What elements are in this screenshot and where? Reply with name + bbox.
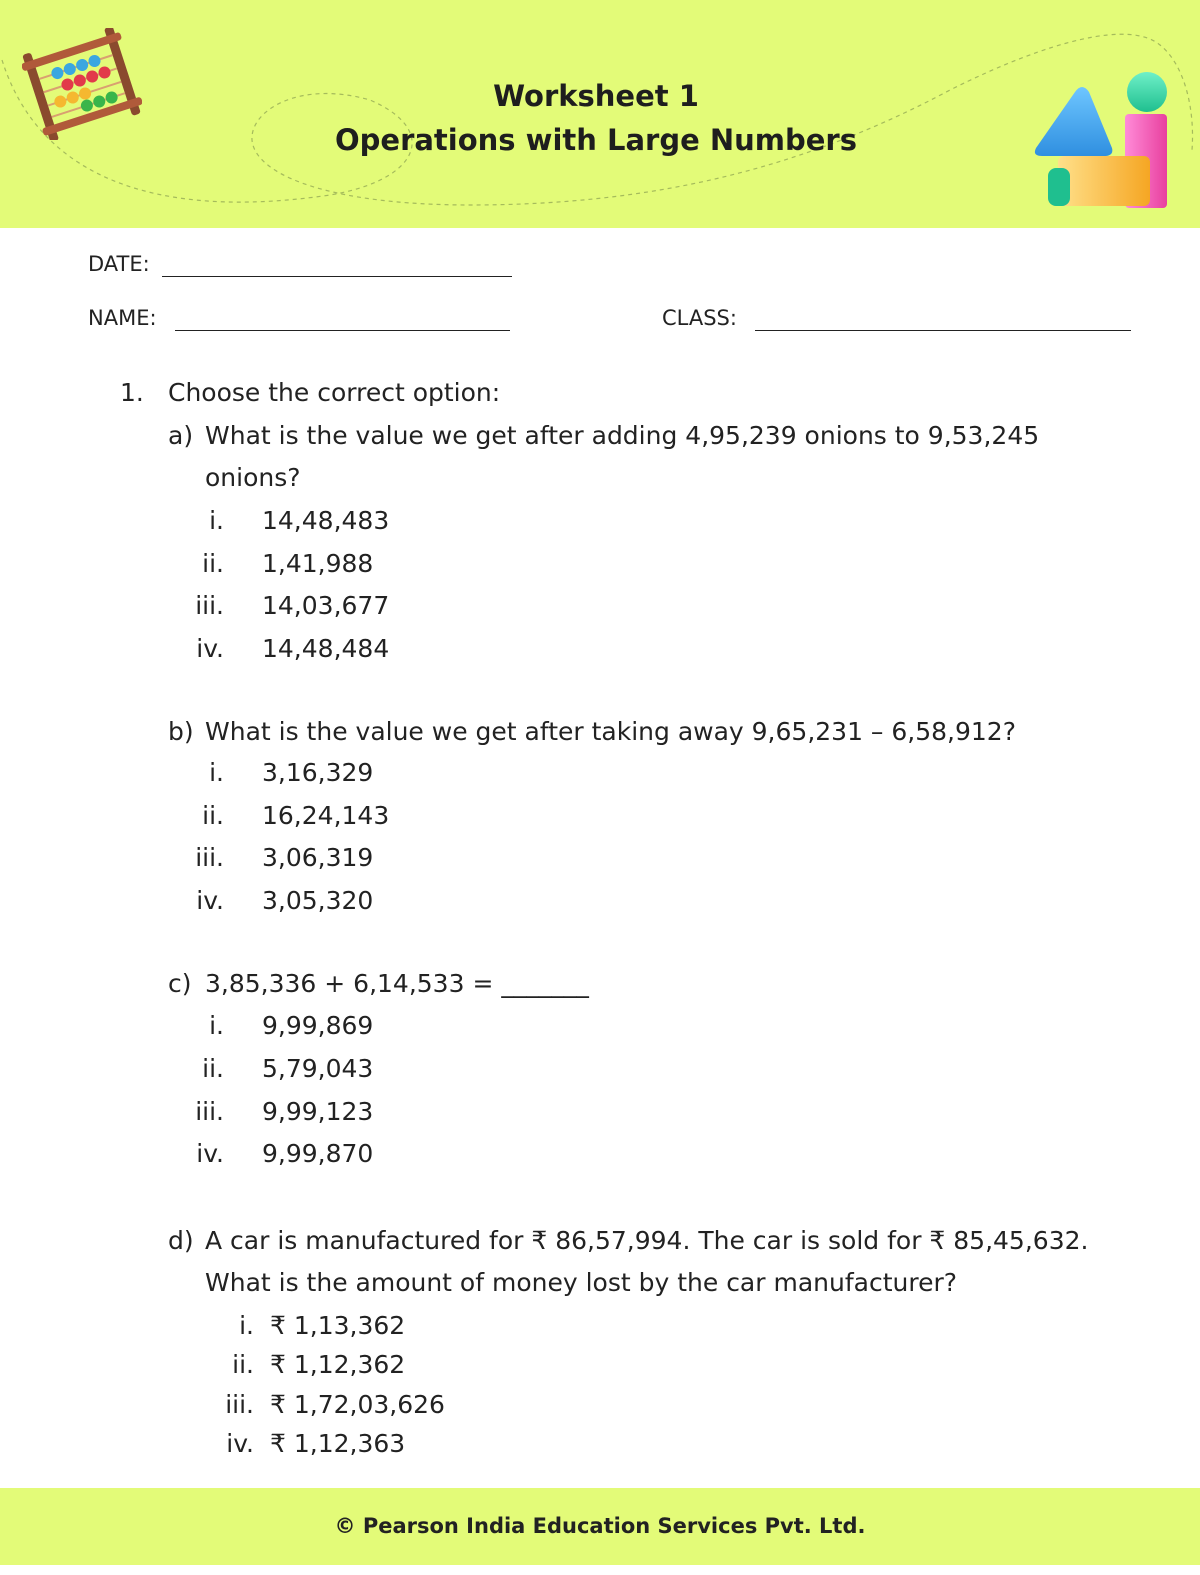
- option-text[interactable]: 9,99,870: [262, 1139, 374, 1168]
- option-text[interactable]: 1,41,988: [262, 549, 374, 578]
- copyright-text: © Pearson India Education Services Pvt. Ltd.: [334, 1514, 866, 1538]
- part-b-label: b): [168, 717, 194, 746]
- class-label: CLASS:: [662, 306, 737, 330]
- part-d-text: A car is manufactured for ₹ 86,57,994. The car is sold for ₹ 85,45,632.: [205, 1226, 1089, 1255]
- option-roman: i.: [209, 758, 224, 787]
- part-c-text: 3,85,336 + 6,14,533 = _______: [205, 969, 589, 998]
- option-text[interactable]: ₹ 1,13,362: [270, 1311, 406, 1340]
- part-d-text-cont: What is the amount of money lost by the car manufacturer?: [205, 1268, 958, 1297]
- option-text[interactable]: 14,03,677: [262, 591, 390, 620]
- option-roman: ii.: [202, 801, 224, 830]
- option-text[interactable]: 3,06,319: [262, 843, 374, 872]
- option-roman: iii.: [195, 1097, 224, 1126]
- option-roman: i.: [209, 506, 224, 535]
- option-text[interactable]: ₹ 1,12,362: [270, 1350, 406, 1379]
- class-field[interactable]: [755, 330, 1131, 331]
- worksheet-title: [0, 74, 1192, 162]
- option-text[interactable]: 14,48,483: [262, 506, 390, 535]
- part-a-text: What is the value we get after adding 4,95,239 onions to 9,53,245: [205, 421, 1040, 450]
- option-text[interactable]: 9,99,123: [262, 1097, 374, 1126]
- option-roman: iv.: [196, 634, 224, 663]
- name-field[interactable]: [175, 330, 510, 331]
- option-roman: i.: [209, 1011, 224, 1040]
- part-b-text: What is the value we get after taking away 9,65,231 – 6,58,912?: [205, 717, 1016, 746]
- option-roman: iii.: [195, 843, 224, 872]
- date-label: DATE:: [88, 252, 150, 276]
- option-text[interactable]: 3,16,329: [262, 758, 374, 787]
- part-a-text-cont: onions?: [205, 463, 301, 492]
- option-text[interactable]: 9,99,869: [262, 1011, 374, 1040]
- option-text[interactable]: 3,05,320: [262, 886, 374, 915]
- option-text[interactable]: 5,79,043: [262, 1054, 374, 1083]
- part-d-label: d): [168, 1226, 194, 1255]
- date-field[interactable]: [162, 276, 512, 277]
- part-a-label: a): [168, 421, 194, 450]
- option-roman: iii.: [225, 1390, 254, 1419]
- option-roman: iv.: [196, 1139, 224, 1168]
- option-roman: iv.: [226, 1429, 254, 1458]
- footer-bar: [0, 1488, 1200, 1565]
- option-roman: ii.: [202, 549, 224, 578]
- title-line-2: Operations with Large Numbers: [334, 123, 857, 157]
- question-prompt: Choose the correct option:: [168, 378, 501, 407]
- option-roman: i.: [239, 1311, 254, 1340]
- name-label: NAME:: [88, 306, 157, 330]
- option-text[interactable]: ₹ 1,72,03,626: [270, 1390, 445, 1419]
- option-roman: ii.: [202, 1054, 224, 1083]
- option-text[interactable]: 16,24,143: [262, 801, 390, 830]
- worksheet-header: [0, 0, 1200, 228]
- part-c-label: c): [168, 969, 192, 998]
- option-roman: iv.: [196, 886, 224, 915]
- question-number: 1.: [120, 378, 144, 407]
- option-text[interactable]: ₹ 1,12,363: [270, 1429, 406, 1458]
- option-text[interactable]: 14,48,484: [262, 634, 390, 663]
- title-line-1: Worksheet 1: [493, 79, 699, 113]
- option-roman: ii.: [232, 1350, 254, 1379]
- option-roman: iii.: [195, 591, 224, 620]
